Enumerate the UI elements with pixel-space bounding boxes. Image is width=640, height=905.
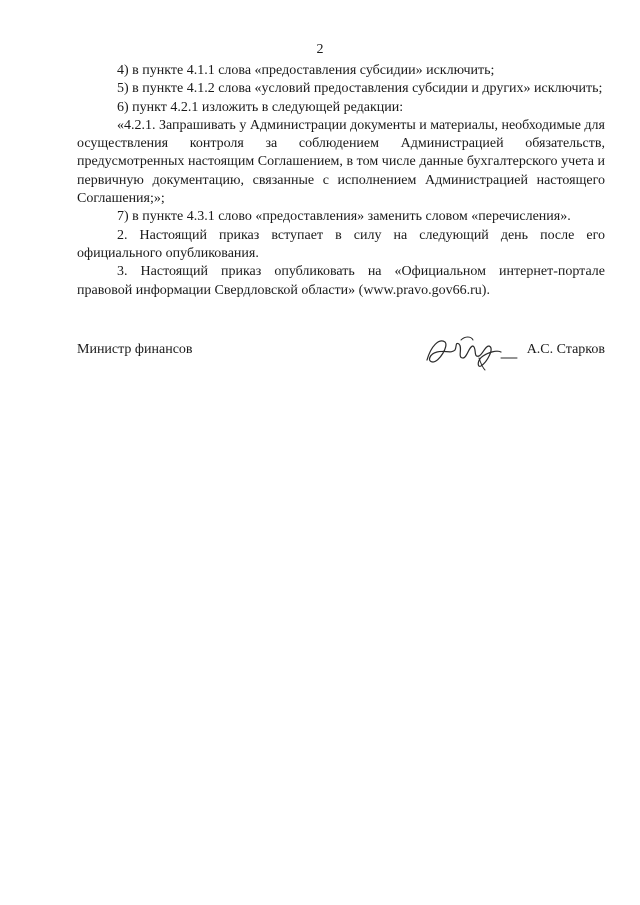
- document-body: [77, 62, 605, 300]
- signatory-name: А.С. Старков: [526, 342, 605, 357]
- paragraph-item-7: 7) в пункте 4.3.1 слово «предоставления» заменить словом «перечисления».: [117, 209, 571, 225]
- signatory-title: Министр финансов: [77, 342, 193, 357]
- paragraph-effective-date: 2. Настоящий приказ вступает в силу на следующий день после его официального опубликования.: [77, 227, 605, 261]
- paragraph-item-4: 4) в пункте 4.1.1 слова «предоставления субсидии» исключить;: [117, 63, 495, 78]
- paragraph-quote-4-2-1: «4.2.1. Запрашивать у Администрации документы и материалы, необходимые для осуществления контроля за соблюдением Администрацией обязательств, предусмотренных настоящим Соглашением, в том числе данные бухгалтерского учета и первичную документацию, связанные с исполнением Администрацией настоящего Соглашения;»;: [77, 117, 605, 207]
- paragraph-item-5: 5) в пункте 4.1.2 слова «условий предоставления субсидии и других» исключить;: [117, 81, 603, 97]
- signature-block: [77, 332, 605, 372]
- paragraph-publication: 3. Настоящий приказ опубликовать на «Официальном интернет-портале правовой информации Свердловской области» (www.pravo.gov66.ru).: [77, 264, 605, 298]
- paragraph-item-6: 6) пункт 4.2.1 изложить в следующей редакции:: [117, 99, 404, 115]
- page-number: 2: [316, 42, 324, 57]
- handwritten-signature: [421, 332, 521, 372]
